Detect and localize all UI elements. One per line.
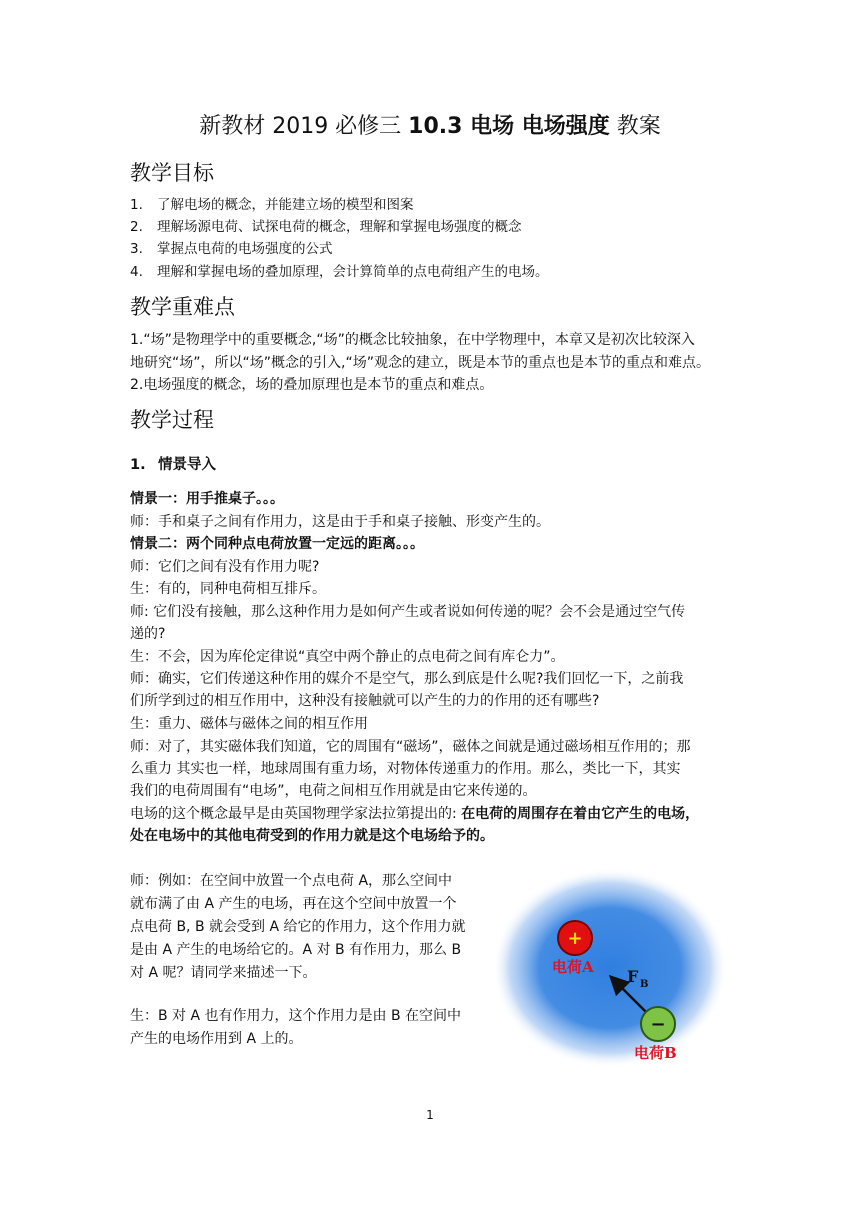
heading-key-points: 教学重难点: [130, 295, 235, 319]
dialog-line: 师：对了，其实磁体我们知道，它的周围有“磁场”，磁体之间就是通过磁场相互作用的；那: [130, 739, 691, 755]
title-topic: 10.3 电场 电场强度: [408, 114, 610, 139]
goal-item-3: 3. 掌握点电荷的电场强度的公式: [130, 241, 333, 257]
heading-process: 教学过程: [130, 408, 214, 432]
dialog-line: 生：重力、磁体与磁体之间的相互作用: [130, 716, 368, 732]
scene-2: 情景二：两个同种点电荷放置一定远的距离。。。: [130, 536, 424, 552]
dialog-line: 们所学到过的相互作用中，这种没有接触就可以产生的力的作用的还有哪些?: [130, 693, 600, 709]
goal-item-4: 4. 理解和掌握电场的叠加原理，会计算简单的点电荷组产生的电场。: [130, 264, 549, 280]
dialog-line: 生：不会，因为库伦定律说“真空中两个静止的点电荷之间有库仑力”。: [130, 649, 565, 665]
heading-goals: 教学目标: [130, 161, 214, 185]
document-title: [130, 112, 730, 142]
example-line: 就布满了由 A 产生的电场，再在这个空间中放置一个: [130, 896, 457, 912]
force-subscript: B: [640, 979, 649, 990]
answer-line: 生：B 对 A 也有作用力，这个作用力是由 B 在空间中: [130, 1008, 462, 1024]
title-suffix: 教案: [609, 114, 661, 139]
faraday-line-2: 处在电场中的其他电荷受到的作用力就是这个电场给予的。: [130, 828, 494, 844]
key-line-1: 1.“场”是物理学中的重要概念,“场”的概念比较抽象，在中学物理中，本章又是初次比较深入: [130, 332, 695, 348]
faraday-line-1: 电场的这个概念最早是由英国物理学家法拉第提出的: 在电荷的周围存在着由它产生的电场，: [130, 806, 700, 822]
electric-field-region: [496, 868, 728, 1068]
force-label: F: [627, 967, 639, 986]
charge-a-sign: +: [567, 928, 583, 949]
answer-line: 产生的电场作用到 A 上的。: [130, 1031, 303, 1047]
dialog-line: 生：有的，同种电荷相互排斥。: [130, 581, 326, 597]
example-line: 是由 A 产生的电场给它的。A 对 B 有作用力，那么 B: [130, 942, 462, 958]
example-line: 对 A 呢？请同学来描述一下。: [130, 965, 317, 981]
example-line: 师：例如：在空间中放置一个点电荷 A，那么空间中: [130, 873, 453, 889]
dialog-line: 师：确实，它们传递这种作用的媒介不是空气，那么到底是什么呢?我们回忆一下，之前我: [130, 671, 684, 687]
charge-b-label: 电荷B: [634, 1044, 677, 1062]
dialog-line: 师: 它们没有接触，那么这种作用力是如何产生或者说如何传递的呢？会不会是通过空气传: [130, 604, 686, 620]
electric-field-figure: [496, 862, 736, 1072]
scene-1: 情景一：用手推桌子。。。: [130, 491, 284, 507]
charge-b-sign: −: [650, 1014, 666, 1035]
field-diagram: [496, 862, 736, 1072]
dialog-line: 么重力 其实也一样，地球周围有重力场，对物体传递重力的作用。那么，类比一下，其实: [130, 761, 681, 777]
key-line-2: 地研究“场”，所以“场”概念的引入,“场”观念的建立，既是本节的重点也是本节的重点和难点。: [130, 355, 710, 371]
goal-item-2: 2. 理解场源电荷、试探电荷的概念，理解和掌握电场强度的概念: [130, 219, 522, 235]
goal-item-1: 1. 了解电场的概念，并能建立场的模型和图案: [130, 197, 414, 213]
dialog-line: 师：手和桌子之间有作用力，这是由于手和桌子接触、形变产生的。: [130, 514, 550, 530]
page-number: 1: [426, 1108, 434, 1122]
dialog-line: 递的?: [130, 626, 166, 642]
step-heading: 1. 情景导入: [130, 457, 216, 473]
key-line-3: 2.电场强度的概念，场的叠加原理也是本节的重点和难点。: [130, 377, 494, 393]
dialog-line: 师：它们之间有没有作用力呢?: [130, 559, 320, 575]
charge-a-label: 电荷A: [552, 958, 594, 976]
title-prefix: 新教材 2019 必修三: [199, 114, 409, 139]
dialog-line: 我们的电荷周围有“电场”，电荷之间相互作用就是由它来传递的。: [130, 783, 537, 799]
example-line: 点电荷 B, B 就会受到 A 给它的作用力，这个作用力就: [130, 919, 466, 935]
